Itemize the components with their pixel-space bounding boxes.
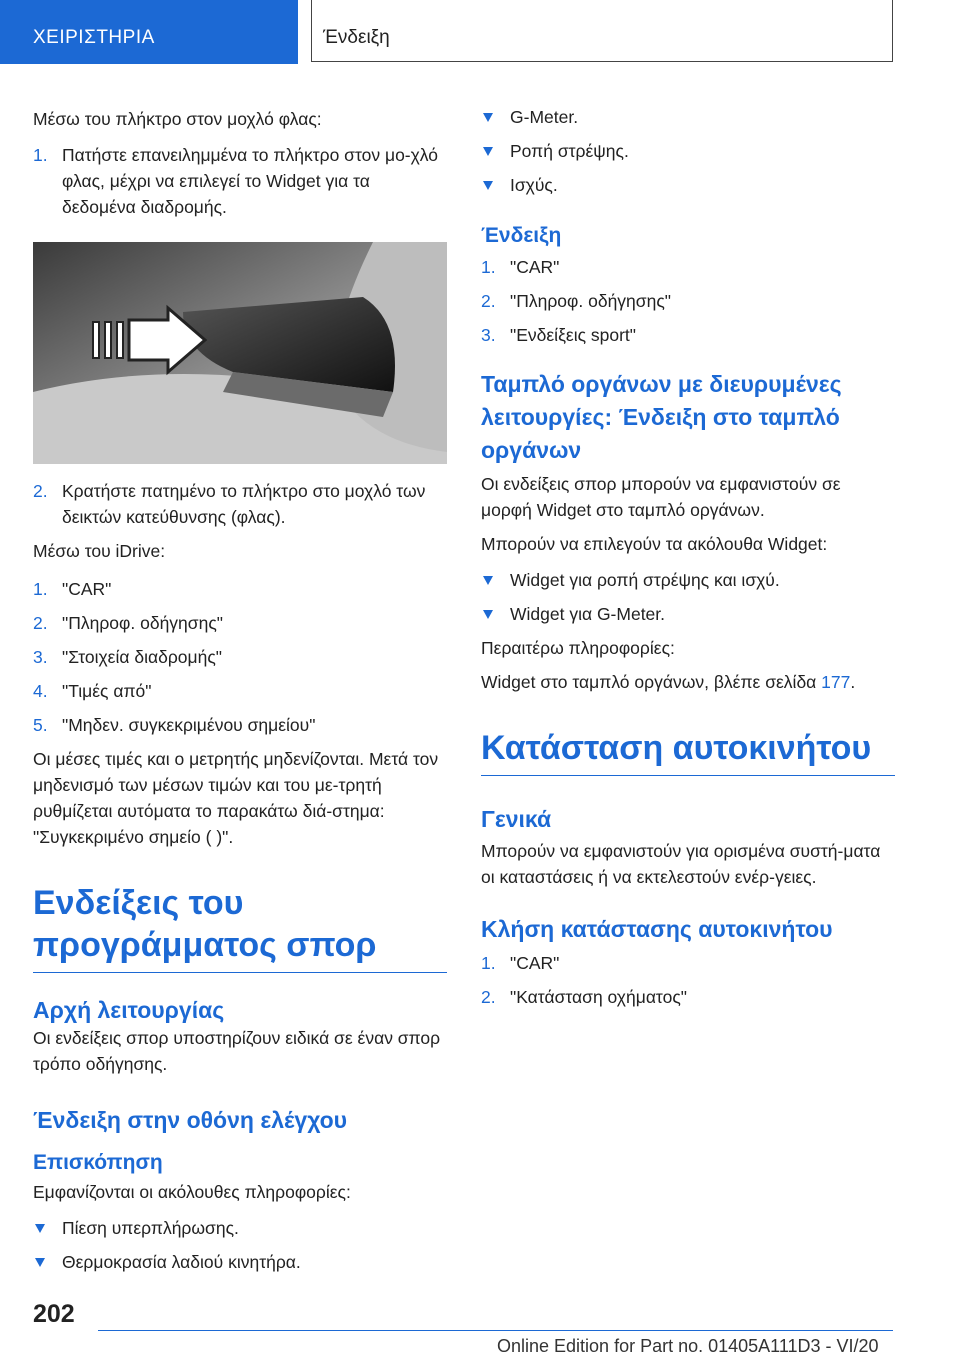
bullet-triangle-icon	[483, 147, 493, 156]
widgets-list	[481, 567, 895, 627]
principle-text: Οι ενδείξεις σπορ υποστηρίζουν ειδικά σε έναν σπορ τρόπο οδήγησης.	[33, 1028, 441, 1074]
bullet-triangle-icon	[35, 1258, 45, 1267]
list-item: 1. "CAR"	[481, 257, 560, 277]
header-section-label: ΧΕΙΡΙΣΤΗΡΙΑ	[33, 27, 155, 48]
display-steps-list	[481, 254, 895, 348]
bullet-triangle-icon	[35, 1224, 45, 1233]
left-column	[33, 100, 447, 1275]
bullet-triangle-icon	[483, 181, 493, 190]
overview-list	[33, 1215, 447, 1275]
stalk-steps-list	[33, 142, 447, 220]
list-item: Ροπή στρέψης.	[481, 138, 895, 164]
turn-signal-stalk-photo	[33, 242, 447, 464]
heading-call-status: Κλήση κατάστασης αυτοκινήτου	[481, 916, 833, 942]
heading-control-display: Ένδειξη στην οθόνη ελέγχου	[33, 1107, 348, 1133]
heading-display: Ένδειξη	[481, 224, 562, 247]
cross-reference: Widget στο ταμπλό οργάνων, βλέπε σελίδα 177.	[481, 672, 856, 692]
bullet-triangle-icon	[483, 576, 493, 585]
list-item: G-Meter.	[481, 104, 895, 130]
intro-stalk: Μέσω του πλήκτρο στον μοχλό φλας:	[33, 109, 322, 129]
list-item: Θερμοκρασία λαδιού κινητήρα.	[33, 1249, 447, 1275]
list-item: Widget για ροπή στρέψης και ισχύ.	[481, 567, 895, 593]
stalk-steps-list-cont	[33, 478, 447, 530]
heading-vehicle-status: Κατάσταση αυτοκινήτου	[481, 729, 872, 767]
footer-rule	[98, 1330, 893, 1331]
more-info-label: Περαιτέρω πληροφορίες:	[481, 638, 675, 658]
header-topic-box	[311, 0, 893, 62]
section-heading-sport	[33, 882, 447, 973]
list-item: 4. "Τιμές από"	[33, 681, 152, 701]
overview-intro: Εμφανίζονται οι ακόλουθες πληροφορίες:	[33, 1182, 351, 1202]
cluster-text: Οι ενδείξεις σπορ μπορούν να εμφανιστούν σε μορφή Widget στο ταμπλό οργάνων.	[481, 474, 841, 520]
header-topic-label: Ένδειξη	[323, 27, 390, 48]
bullet-triangle-icon	[483, 610, 493, 619]
list-item: Πίεση υπερπλήρωσης.	[33, 1215, 447, 1241]
list-item: 2. "Κατάσταση οχήματος"	[481, 987, 687, 1007]
overview-list-cont	[481, 104, 895, 198]
call-steps-list	[481, 950, 895, 1010]
bullet-triangle-icon	[483, 113, 493, 122]
list-item: 3. "Στοιχεία διαδρομής"	[33, 647, 222, 667]
right-column	[481, 100, 895, 1010]
list-item: 1. Πατήστε επανειλημμένα το πλήκτρο στον μο-χλό φλας, μέχρι να επιλεγεί το Widget για τα δεδομένα διαδρομής.	[33, 145, 439, 217]
page-number: 202	[33, 1300, 75, 1328]
heading-overview: Επισκόπηση	[33, 1151, 163, 1174]
list-item: Widget για G-Meter.	[481, 601, 895, 627]
list-item: 3. "Ενδείξεις sport"	[481, 325, 637, 345]
heading-general: Γενικά	[481, 806, 552, 832]
header-section-tab	[0, 0, 298, 64]
list-item: 2. Κρατήστε πατημένο το πλήκτρο στο μοχλό των δεικτών κατεύθυνσης (φλας).	[33, 481, 426, 527]
intro-idrive: Μέσω του iDrive:	[33, 541, 166, 561]
section-heading-status	[481, 727, 895, 776]
list-item: 2. "Πληροφ. οδήγησης"	[481, 291, 671, 311]
list-item: 1. "CAR"	[33, 579, 112, 599]
reset-note: Οι μέσες τιμές και ο μετρητής μηδενίζονται. Μετά τον μηδενισμό των μέσων τιμών και του με-τρητή ρυθμίζεται αυτόματα το παρακάτω διά-στημα: "Συγκεκριμένο σημείο ( )".	[33, 749, 439, 847]
footer-edition: Online Edition for Part no. 01405A111D3 - VI/20	[497, 1336, 879, 1356]
general-text: Μπορούν να εμφανιστούν για ορισμένα συστή-ματα οι καταστάσεις ή να εκτελεστούν ενέρ-γειες.	[481, 841, 881, 887]
list-item: 5. "Μηδεν. συγκεκριμένου σημείου"	[33, 715, 316, 735]
list-item: Ισχύς.	[481, 172, 895, 198]
stalk-illustration	[33, 242, 447, 464]
page-link[interactable]: 177	[821, 672, 851, 692]
heading-instrument-cluster: Ταμπλό οργάνων με διευρυμένες λειτουργίες: Ένδειξη στο ταμπλό οργάνων	[481, 371, 842, 463]
heading-principle: Αρχή λειτουργίας	[33, 997, 225, 1023]
widgets-intro: Μπορούν να επιλεγούν τα ακόλουθα Widget:	[481, 534, 828, 554]
list-item: 2. "Πληροφ. οδήγησης"	[33, 613, 223, 633]
list-item: 1. "CAR"	[481, 953, 560, 973]
idrive-steps-list	[33, 576, 447, 738]
heading-sport-displays: Ενδείξεις του προγράμματος σπορ	[33, 884, 377, 964]
